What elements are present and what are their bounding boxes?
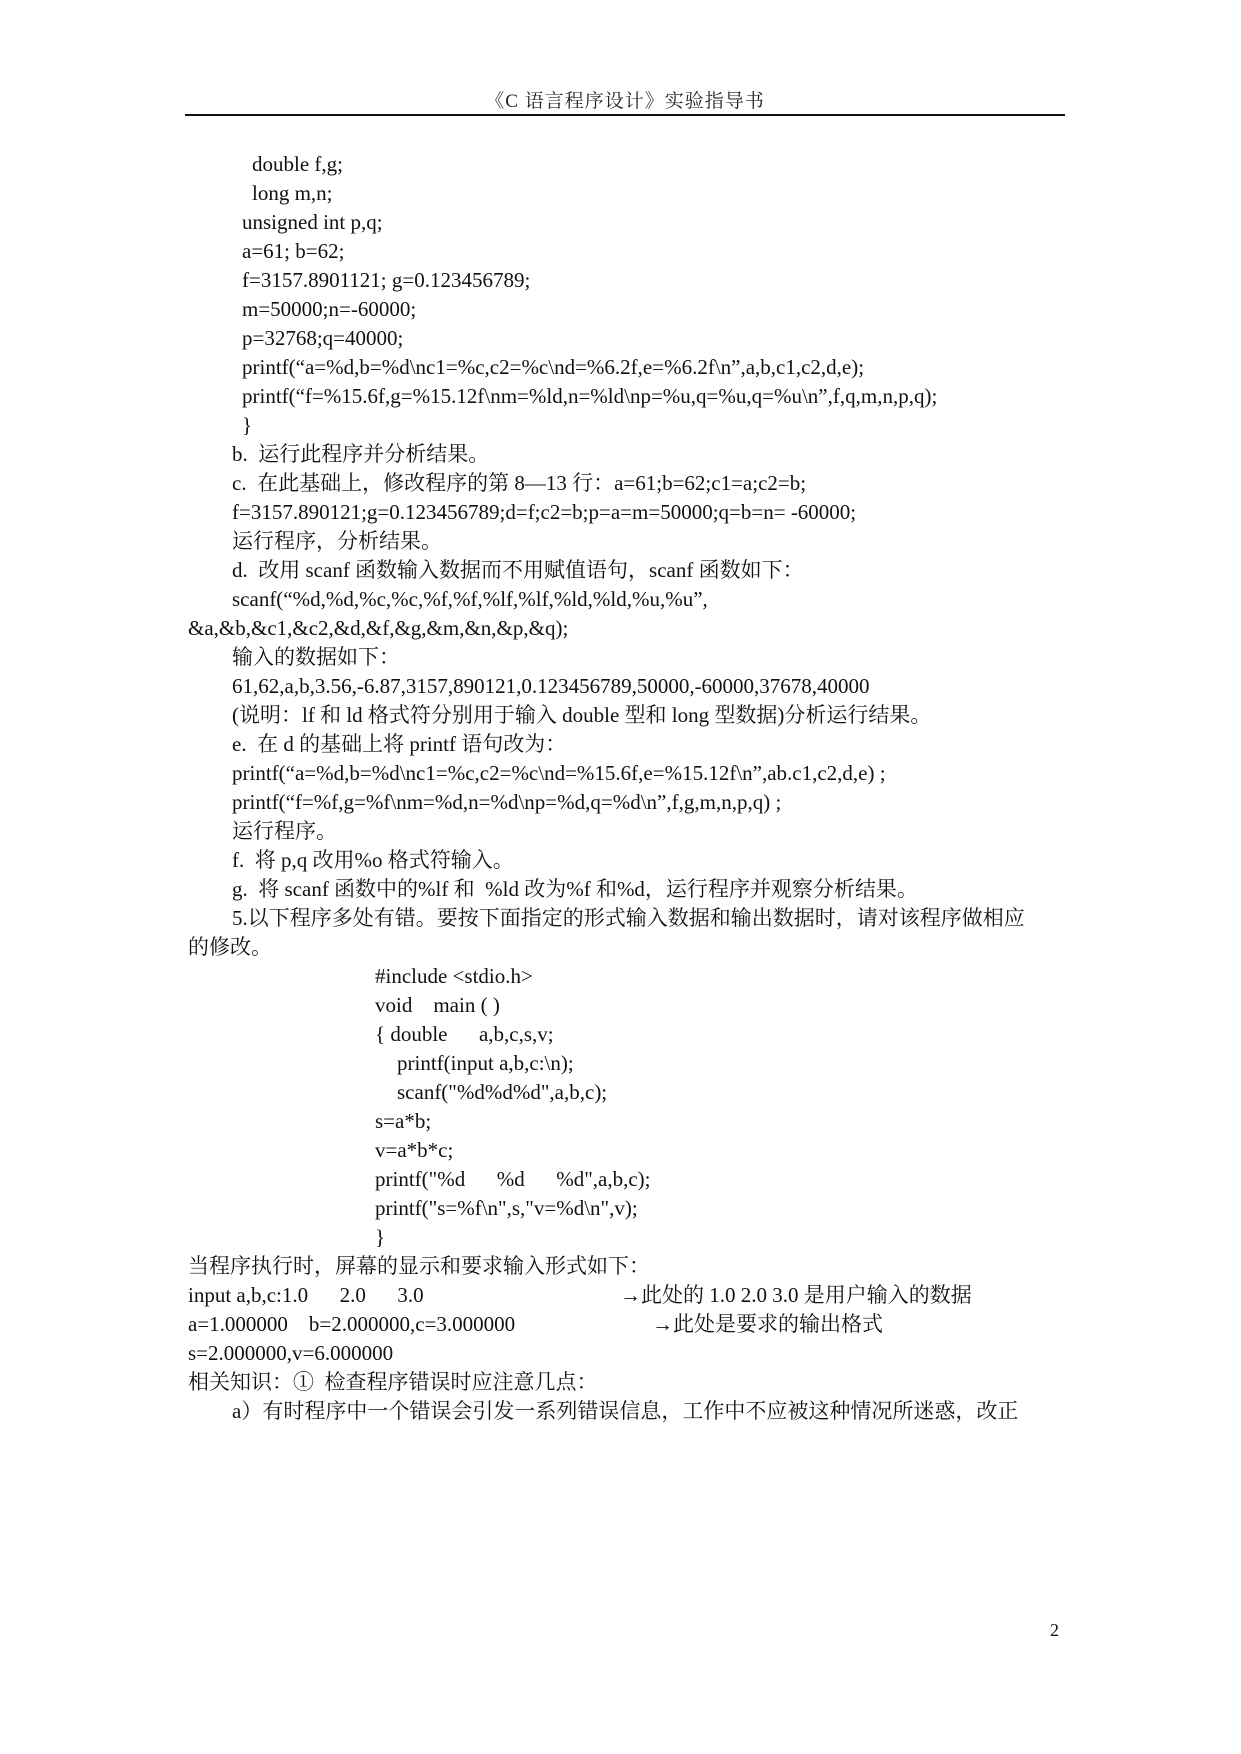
text-line: e. 在 d 的基础上将 printf 语句改为： (232, 732, 567, 756)
code-line: scanf(“%d,%d,%c,%c,%f,%f,%lf,%lf,%ld,%ld,%u,%u”, (232, 587, 708, 611)
code-line: printf(“a=%d,b=%d\nc1=%c,c2=%c\nd=%6.2f,e=%6.2f\n”,a,b,c1,c2,d,e); (242, 355, 865, 379)
text-line: d. 改用 scanf 函数输入数据而不用赋值语句，scanf 函数如下： (232, 558, 804, 582)
output-line: a=1.000000 b=2.000000,c=3.000000 (188, 1312, 516, 1336)
code-line: &a,&b,&c1,&c2,&d,&f,&g,&m,&n,&p,&q); (188, 616, 569, 640)
code-line: p=32768;q=40000; (242, 326, 404, 350)
code-line: printf(input a,b,c:\n); (397, 1051, 574, 1075)
code-line: a=61; b=62; (242, 239, 345, 263)
code-line: printf(“f=%15.6f,g=%15.12f\nm=%ld,n=%ld\np=%u,q=%u,q=%u\n”,f,q,m,n,p,q); (242, 384, 938, 408)
code-line: } (242, 413, 253, 437)
text-line: 输入的数据如下： (232, 645, 400, 669)
header-rule (185, 114, 1065, 116)
text-line: (说明：lf 和 ld 格式符分别用于输入 double 型和 long 型数据)分析运行结果。 (232, 703, 932, 727)
code-line: { double a,b,c,s,v; (375, 1022, 554, 1046)
code-line: } (375, 1225, 386, 1249)
annotation-line: →此处是要求的输出格式 (652, 1312, 883, 1336)
page-number: 2 (1050, 1620, 1059, 1640)
text-line: b. 运行此程序并分析结果。 (232, 442, 490, 466)
code-line: printf(“a=%d,b=%d\nc1=%c,c2=%c\nd=%15.6f,e=%15.12f\n”,ab.c1,c2,d,e) ; (232, 761, 886, 785)
code-line: printf("%d %d %d",a,b,c); (375, 1167, 651, 1191)
code-line: double f,g; (252, 152, 343, 176)
code-line: printf("s=%f\n",s,"v=%d\n",v); (375, 1196, 638, 1220)
text-line: 当程序执行时，屏幕的显示和要求输入形式如下： (188, 1254, 650, 1278)
text-line: f=3157.890121;g=0.123456789;d=f;c2=b;p=a=m=50000;q=b=n= -60000; (232, 500, 857, 524)
text-line: c. 在此基础上，修改程序的第 8—13 行：a=61;b=62;c1=a;c2=b; (232, 471, 807, 495)
annotation-line: →此处的 1.0 2.0 3.0 是用户输入的数据 (620, 1283, 972, 1307)
output-line: s=2.000000,v=6.000000 (188, 1341, 394, 1365)
page-header: 《C 语言程序设计》实验指导书 (485, 91, 765, 112)
code-line: printf(“f=%f,g=%f\nm=%d,n=%d\np=%d,q=%d\n”,f,g,m,n,p,q) ; (232, 790, 782, 814)
code-line: long m,n; (252, 181, 333, 205)
code-line: s=a*b; (375, 1109, 432, 1133)
text-line: 61,62,a,b,3.56,-6.87,3157,890121,0.123456789,50000,-60000,37678,40000 (232, 674, 870, 698)
code-line: f=3157.8901121; g=0.123456789; (242, 268, 531, 292)
output-line: input a,b,c:1.0 2.0 3.0 (188, 1283, 424, 1307)
code-line: #include <stdio.h> (375, 964, 533, 988)
text-line: 的修改。 (188, 935, 272, 959)
code-line: m=50000;n=-60000; (242, 297, 417, 321)
code-line: void main ( ) (375, 993, 500, 1017)
text-line: 运行程序，分析结果。 (232, 529, 442, 553)
code-line: v=a*b*c; (375, 1138, 454, 1162)
text-line: f. 将 p,q 改用%o 格式符输入。 (232, 848, 514, 872)
code-line: unsigned int p,q; (242, 210, 383, 234)
text-line: 运行程序。 (232, 819, 337, 843)
text-line: 5.以下程序多处有错。要按下面指定的形式输入数据和输出数据时，请对该程序做相应 (232, 906, 1025, 930)
code-line: scanf("%d%d%d",a,b,c); (397, 1080, 608, 1104)
text-line: a）有时程序中一个错误会引发一系列错误信息，工作中不应被这种情况所迷惑，改正 (232, 1399, 1019, 1423)
text-line: g. 将 scanf 函数中的%lf 和 %ld 改为%f 和%d，运行程序并观察分析结果。 (232, 877, 918, 901)
text-line: 相关知识：① 检查程序错误时应注意几点： (188, 1370, 598, 1394)
